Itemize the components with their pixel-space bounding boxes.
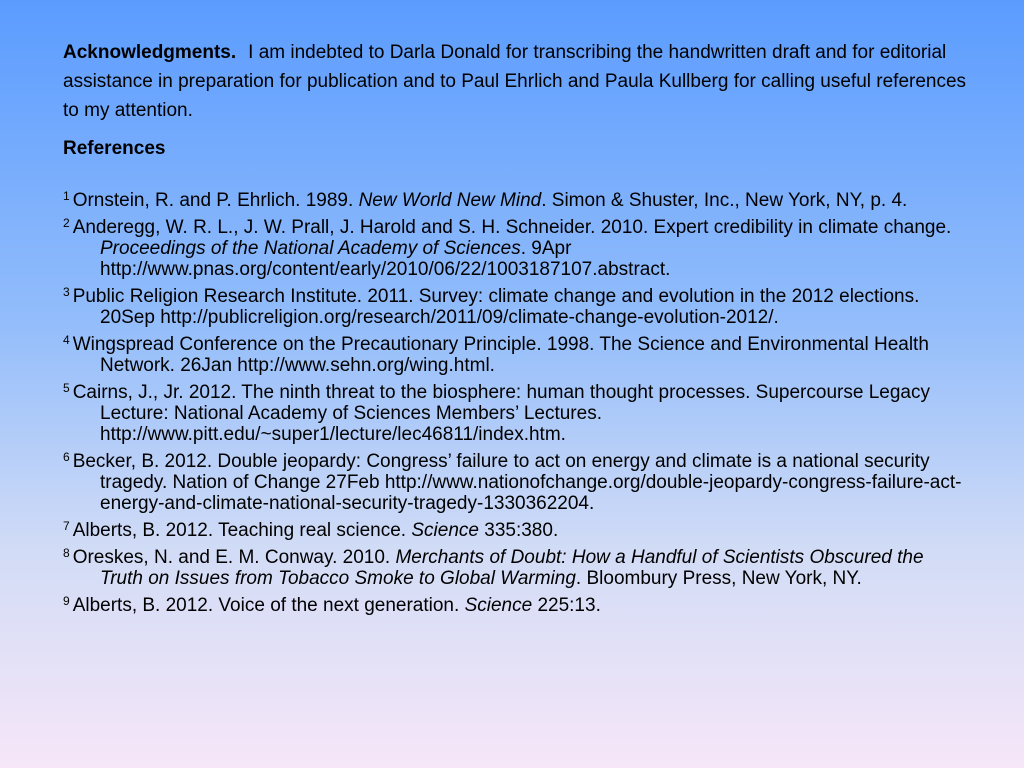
reference-number: 1 (63, 189, 70, 203)
acknowledgments-text: I am indebted to Darla Donald for transcribing the handwritten draft and for editorial assistance in preparation for publication and to Paul Ehrlich and Paula Kullberg for calling useful references to my attention. (63, 42, 967, 121)
reference-text-end: 225:13. (532, 595, 601, 616)
reference-title: Science (411, 520, 479, 541)
reference-text-end: . Simon & Shuster, Inc., New York, NY, p. 4. (541, 190, 908, 211)
reference-number: 7 (63, 519, 70, 533)
reference-text: Public Religion Research Institute. 2011. Survey: climate change and evolution in the 2012 elections. 20Sep http://publicreligion.org/research/2011/09/climate-change-evolution-2012/. (72, 286, 920, 328)
reference-item-4 (63, 334, 968, 376)
reference-list (63, 190, 968, 616)
acknowledgments-label: Acknowledgments. (63, 42, 237, 63)
references-heading: References (63, 138, 166, 159)
reference-text-end: 335:380. (478, 520, 559, 541)
reference-text: Wingspread Conference on the Precautionary Principle. 1998. The Science and Environmental Health Network. 26Jan http://www.sehn.org/wing.html. (72, 334, 929, 376)
reference-number: 5 (63, 381, 70, 395)
reference-number: 2 (63, 216, 70, 230)
reference-title: Proceedings of the National Academy of Sciences (100, 238, 521, 259)
reference-text: Oreskes, N. and E. M. Conway. 2010. (72, 547, 396, 568)
reference-text: Cairns, J., Jr. 2012. The ninth threat to the biosphere: human thought processes. Supercourse Legacy Lecture: National Academy of Sciences Members’ Lectures. http://www.pitt.edu/~super1/lecture/lec46811/index.htm. (72, 382, 930, 445)
reference-text: Anderegg, W. R. L., J. W. Prall, J. Harold and S. H. Schneider. 2010. Expert credibility in climate change. (72, 217, 952, 238)
reference-title: New World New Mind (358, 190, 542, 211)
reference-number: 6 (63, 450, 70, 464)
reference-title: Merchants of Doubt: How a Handful of Scientists Obscured the Truth on Issues from Tobacco Smoke to Global Warming (100, 547, 924, 589)
reference-number: 9 (63, 594, 70, 608)
reference-title: Science (464, 595, 533, 616)
reference-number: 3 (63, 285, 70, 299)
reference-item-1 (63, 190, 968, 211)
reference-number: 4 (63, 333, 70, 347)
reference-number: 8 (63, 546, 70, 560)
slide-content (63, 38, 968, 622)
reference-text: Becker, B. 2012. Double jeopardy: Congress’ failure to act on energy and climate is a national security tragedy. Nation of Change 27Feb http://www.nationofchange.org/double-jeopardy-congress-failure-act-energy-and-climate-national-security-tragedy-1330362204. (72, 451, 962, 514)
reference-item-8 (63, 547, 968, 589)
reference-text: Alberts, B. 2012. Teaching real science. (72, 520, 412, 541)
reference-text: Ornstein, R. and P. Ehrlich. 1989. (72, 190, 359, 211)
reference-item-6 (63, 451, 968, 514)
reference-item-2 (63, 217, 968, 280)
reference-text-end: . Bloombury Press, New York, NY. (575, 568, 862, 589)
reference-item-9 (63, 595, 968, 616)
reference-item-3 (63, 286, 968, 328)
reference-item-5 (63, 382, 968, 445)
reference-text-end: . 9Apr http://www.pnas.org/content/early/2010/06/22/1003187107.abstract. (100, 238, 671, 280)
reference-item-7 (63, 520, 968, 541)
reference-text: Alberts, B. 2012. Voice of the next generation. (72, 595, 465, 616)
acknowledgments-paragraph (63, 38, 968, 125)
